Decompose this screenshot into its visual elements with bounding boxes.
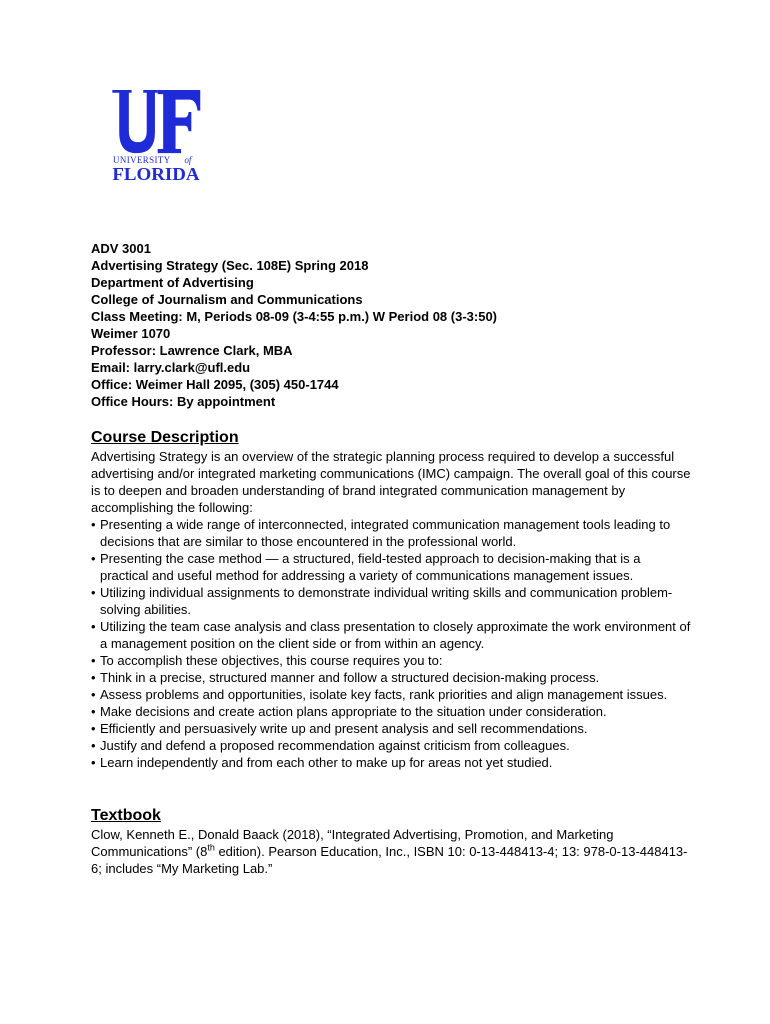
professor: Professor: Lawrence Clark, MBA <box>91 343 293 358</box>
list-item: • Assess problems and opportunities, isolate key facts, rank priorities and align management issues. <box>91 687 668 702</box>
bullet-icon: • <box>91 670 96 685</box>
bullet-icon: • <box>91 585 96 600</box>
uf-monogram-icon <box>92 90 222 182</box>
course-code: ADV 3001 <box>91 241 151 256</box>
logo-of-text: of <box>184 154 192 165</box>
list-item: • Utilizing the team case analysis and class presentation to closely approximate the work environment of a management position on the client side or from within an agency. <box>91 619 691 651</box>
bullet-icon: • <box>91 687 96 702</box>
logo-university-text: UNIVERSITY <box>113 154 171 165</box>
textbook-heading: Textbook <box>91 807 161 824</box>
bullet-icon: • <box>91 619 96 634</box>
department: Department of Advertising <box>91 275 254 290</box>
logo-florida-text: FLORIDA <box>112 163 200 182</box>
list-item: • Efficiently and persuasively write up and present analysis and sell recommendations. <box>91 721 588 736</box>
list-item: • Utilizing individual assignments to demonstrate individual writing skills and communication problem-solving abilities. <box>91 585 673 617</box>
list-item: • Presenting a wide range of interconnected, integrated communication management tools leading to decisions that are similar to those encountered in the professional world. <box>91 517 671 549</box>
bullet-icon: • <box>91 551 96 566</box>
bullet-icon: • <box>91 653 96 668</box>
office: Office: Weimer Hall 2095, (305) 450-1744 <box>91 377 339 392</box>
bullet-icon: • <box>91 721 96 736</box>
bullet-icon: • <box>91 517 96 532</box>
list-item: • Presenting the case method — a structured, field-tested approach to decision-making that is a practical and useful method for addressing a variety of communications management issues. <box>91 551 641 583</box>
list-item: • Think in a precise, structured manner and follow a structured decision-making process. <box>91 670 600 685</box>
email: Email: larry.clark@ufl.edu <box>91 360 251 375</box>
list-item: • Make decisions and create action plans appropriate to the situation under consideration. <box>91 704 607 719</box>
course-header <box>91 240 731 410</box>
uf-logo <box>92 90 222 224</box>
classroom: Weimer 1070 <box>91 326 171 341</box>
office-hours: Office Hours: By appointment <box>91 394 276 409</box>
class-meeting: Class Meeting: M, Periods 08-09 (3-4:55 p.m.) W Period 08 (3-3:50) <box>91 309 498 324</box>
course-description-intro: Advertising Strategy is an overview of the strategic planning process required to develop a successful advertising and/or integrated marketing communications (IMC) campaign. The overall goal of this course is to deepen and broaden understanding of brand integrated communication management by accomplishing the following: <box>91 449 691 515</box>
list-item: • Justify and defend a proposed recommendation against criticism from colleagues. <box>91 738 570 753</box>
bullet-icon: • <box>91 738 96 753</box>
list-item: • To accomplish these objectives, this course requires you to: <box>91 653 443 668</box>
bullet-icon: • <box>91 755 96 770</box>
bullet-icon: • <box>91 704 96 719</box>
textbook-citation: Clow, Kenneth E., Donald Baack (2018), “Integrated Advertising, Promotion, and Marketing Communications” (8th edition). Pearson Education, Inc., ISBN 10: 0-13-448413-4; 13: 978-0-13-448413-6; includes “My Marketing Lab.” <box>91 827 688 876</box>
objectives-list <box>91 516 691 771</box>
course-title: Advertising Strategy (Sec. 108E) Spring 2018 <box>91 258 369 273</box>
course-description-heading: Course Description <box>91 429 239 446</box>
college: College of Journalism and Communications <box>91 292 363 307</box>
textbook-section <box>91 806 691 877</box>
course-description-section <box>91 428 691 771</box>
list-item: • Learn independently and from each other to make up for areas not yet studied. <box>91 755 553 770</box>
superscript: th <box>207 842 215 853</box>
